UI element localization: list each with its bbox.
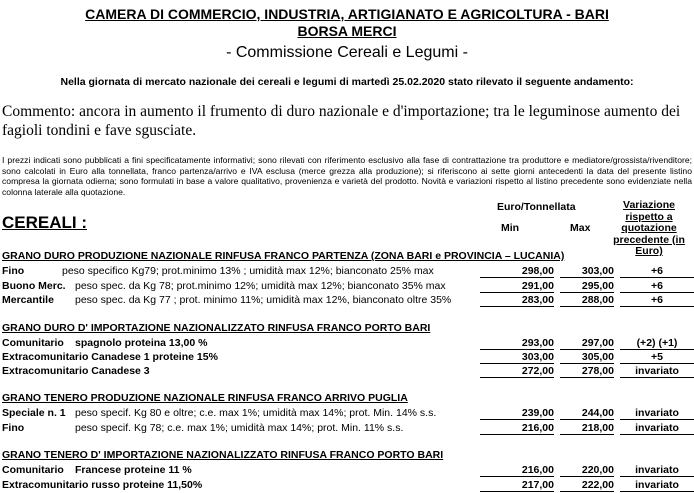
grade-name: Mercantile <box>2 294 54 306</box>
grade-description: Francese proteine 11 % <box>75 464 192 476</box>
unit-column-header: Euro/Tonnellata <box>497 201 576 213</box>
grade-name: Buono Merc. <box>2 280 66 292</box>
price-min: 272,00 <box>480 365 554 378</box>
price-variation: +5 <box>620 351 694 364</box>
grade-description: spagnolo proteina 13,00 % <box>75 337 208 349</box>
price-min: 216,00 <box>480 422 554 435</box>
market-date-line: Nella giornata di mercato nazionale dei cereali e legumi di martedì 25.02.2020 stato rilevato il seguente andamento: <box>60 76 634 88</box>
grade-description: peso specif. Kg 80 e oltre; c.e. max 1%; umidità max 14%; prot. Min. 14% s.s. <box>75 407 437 419</box>
price-max: 288,00 <box>560 294 614 307</box>
price-max: 295,00 <box>560 280 614 293</box>
grade-description: peso specifico Kg79; prot.minimo 13% ; umidità max 12%; bianconato 25% max <box>62 265 434 277</box>
price-min: 293,00 <box>480 337 554 350</box>
price-min: 216,00 <box>480 464 554 477</box>
price-min: 303,00 <box>480 351 554 364</box>
price-max: 303,00 <box>560 265 614 278</box>
price-min: 239,00 <box>480 407 554 420</box>
price-variation: (+2) (+1) <box>620 337 694 350</box>
price-min: 298,00 <box>480 265 554 278</box>
price-max: 297,00 <box>560 337 614 350</box>
grade-name: Fino <box>2 422 25 434</box>
grade-description: peso spec. da Kg 77 ; prot. minimo 11%; umidità max 12%, bianconato oltre 35% <box>75 294 452 306</box>
section-title: GRANO DURO PRODUZIONE NAZIONALE RINFUSA FRANCO PARTENZA (ZONA BARI e PROVINCIA – LUCANIA) <box>2 250 565 262</box>
table-row <box>2 337 694 350</box>
price-variation: +6 <box>620 280 694 293</box>
table-row <box>2 265 694 278</box>
grade-name: Comunitario <box>2 464 64 476</box>
table-row <box>2 479 694 492</box>
price-variation: invariato <box>620 407 694 420</box>
price-max: 278,00 <box>560 365 614 378</box>
price-variation: invariato <box>620 365 694 378</box>
grade-name: Extracomunitario Canadese 3 <box>2 365 150 377</box>
grade-name: Fino <box>2 265 25 277</box>
price-variation: invariato <box>620 422 694 435</box>
table-row <box>2 365 694 378</box>
price-min: 291,00 <box>480 280 554 293</box>
price-variation: +6 <box>620 265 694 278</box>
grade-description: peso specif. Kg 78; c.e. max 1%; umidità max 14%; prot. Min. 11% s.s. <box>75 422 404 434</box>
price-variation: invariato <box>620 464 694 477</box>
price-max: 305,00 <box>560 351 614 364</box>
cereali-heading: CEREALI : <box>2 213 87 232</box>
max-column-header: Max <box>570 222 591 234</box>
min-column-header: Min <box>501 222 520 234</box>
price-variation: +6 <box>620 294 694 307</box>
price-max: 244,00 <box>560 407 614 420</box>
notes-paragraph: I prezzi indicati sono pubblicati a fini specificatamente informativi; sono rilevati con riferimento esclusivo alla fase di contrattazione tra produttore e mediatore/grossista/rivenditore; sono calcolati in Euro alla tonnellata, franco partenza/arrivo e IVA esclusa (merce grezza alla produzione); si riferiscono ai sette giorni antecedenti la data del presente listino compresa la giornata odierna; sono formulati in base a valore qualitativo, provenienza e varietà del prodotto. Novità e variazioni rispetto al listino precedente sono evidenziate nella colonna laterale alla quotazione. <box>2 155 692 197</box>
variation-column-header: Variazione rispetto a quotazione precedente (in Euro) <box>613 199 685 257</box>
price-variation: invariato <box>620 479 694 492</box>
grade-description: peso spec. da Kg 78; prot.minimo 12%; umidità max 12%; bianconato 35% max <box>75 280 446 292</box>
table-row <box>2 294 694 307</box>
table-row <box>2 422 694 435</box>
grade-name: Extracomunitario Canadese 1 proteine 15% <box>2 351 218 363</box>
comment-paragraph: Commento: ancora in aumento il frumento di duro nazionale e d'importazione; tra le leguminose aumento dei fagioli tondini e fave sgusciate. <box>2 103 681 139</box>
section-title: GRANO DURO D' IMPORTAZIONE NAZIONALIZZATO RINFUSA FRANCO PORTO BARI <box>2 322 431 334</box>
grade-name: Comunitario <box>2 337 64 349</box>
grade-name: Speciale n. 1 <box>2 407 66 419</box>
commission-title: - Commissione Cereali e Legumi - <box>226 44 468 61</box>
table-row <box>2 280 694 293</box>
price-max: 218,00 <box>560 422 614 435</box>
table-row <box>2 407 694 420</box>
chamber-title: CAMERA DI COMMERCIO, INDUSTRIA, ARTIGIANATO E AGRICOLTURA - BARI <box>85 6 609 22</box>
price-min: 217,00 <box>480 479 554 492</box>
table-row <box>2 464 694 477</box>
borsa-merci-title: BORSA MERCI <box>297 23 397 39</box>
section-title: GRANO TENERO PRODUZIONE NAZIONALE RINFUSA FRANCO ARRIVO PUGLIA <box>2 392 408 404</box>
table-row <box>2 351 694 364</box>
grade-name: Extracomunitario russo proteine 11,50% <box>2 479 203 491</box>
section-title: GRANO TENERO D' IMPORTAZIONE NAZIONALIZZATO RINFUSA FRANCO PORTO BARI <box>2 449 444 461</box>
price-max: 222,00 <box>560 479 614 492</box>
price-max: 220,00 <box>560 464 614 477</box>
price-min: 283,00 <box>480 294 554 307</box>
